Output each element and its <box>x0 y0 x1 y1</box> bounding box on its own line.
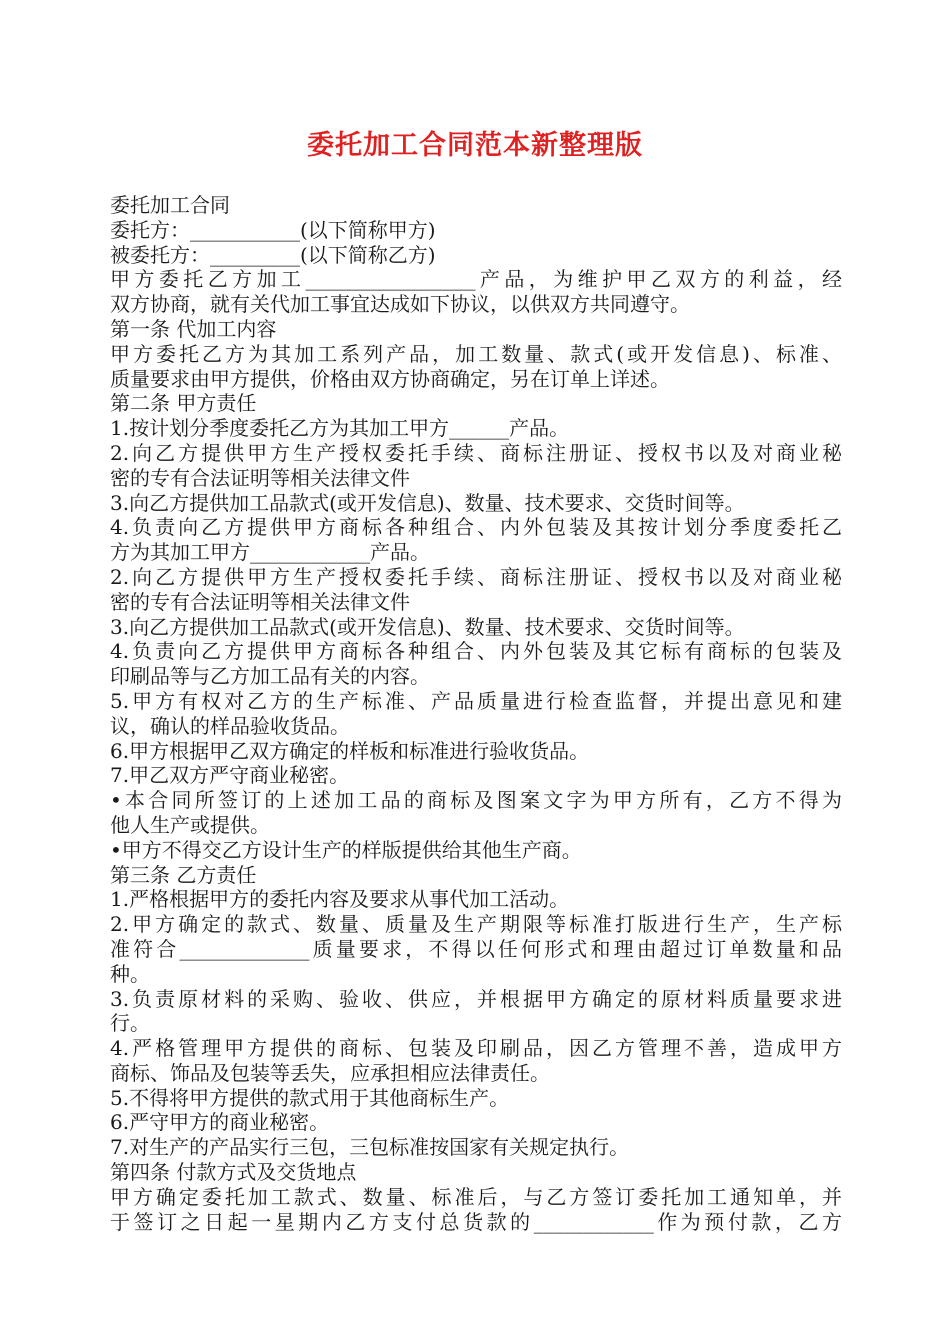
document-line: 质量要求由甲方提供，价格由双方协商确定，另在订单上详述。 <box>110 366 670 391</box>
document-line: 3.负责原材料的采购、验收、供应，并根据甲方确定的原材料质量要求进 <box>110 986 842 1011</box>
document-line: •本合同所签订的上述加工品的商标及图案文字为甲方所有，乙方不得为 <box>110 788 842 813</box>
document-line: 第二条 甲方责任 <box>110 391 257 416</box>
document-line: 3.向乙方提供加工品款式(或开发信息)、数量、技术要求、交货时间等。 <box>110 614 745 639</box>
document-line: 5.不得将甲方提供的款式用于其他商标生产。 <box>110 1085 510 1110</box>
document-line: 甲方委托乙方加工_________________产品，为维护甲乙双方的利益，经 <box>110 267 842 292</box>
document-line: 2.向乙方提供甲方生产授权委托手续、商标注册证、授权书以及对商业秘 <box>110 440 842 465</box>
document-line: 5.甲方有权对乙方的生产标准、产品质量进行检查监督，并提出意见和建 <box>110 688 842 713</box>
document-line: 4.负责向乙方提供甲方商标各种组合、内外包装及其按计划分季度委托乙 <box>110 515 842 540</box>
document-line: 2.甲方确定的款式、数量、质量及生产期限等标准打版进行生产，生产标 <box>110 912 842 937</box>
document-line: 2.向乙方提供甲方生产授权委托手续、商标注册证、授权书以及对商业秘 <box>110 564 842 589</box>
document-line: 4.负责向乙方提供甲方商标各种组合、内外包装及其它标有商标的包装及 <box>110 639 842 664</box>
document-line: 委托加工合同 <box>110 193 230 217</box>
document-line: 委托方：___________(以下简称甲方) <box>110 217 436 242</box>
document-line: 方为其加工甲方____________产品。 <box>110 540 430 565</box>
document-line: 行。 <box>110 1011 150 1036</box>
document-line: 被委托方：_________(以下简称乙方) <box>110 242 436 267</box>
document-line: 6.严守甲方的商业秘密。 <box>110 1110 330 1135</box>
document-line: 他人生产或提供。 <box>110 812 270 837</box>
document-line: 密的专有合法证明等相关法律文件 <box>110 589 410 614</box>
document-line: 密的专有合法证明等相关法律文件 <box>110 465 410 490</box>
document-line: 1.按计划分季度委托乙方为其加工甲方______产品。 <box>110 416 570 441</box>
document-line: 双方协商，就有关代加工事宜达成如下协议，以供双方共同遵守。 <box>110 292 690 317</box>
document-title: 委托加工合同范本新整理版 <box>307 130 643 161</box>
document-line: 甲方委托乙方为其加工系列产品，加工数量、款式(或开发信息)、标准、 <box>110 341 842 366</box>
document-line: 议，确认的样品验收货品。 <box>110 713 350 738</box>
document-line: •甲方不得交乙方设计生产的样版提供给其他生产商。 <box>110 837 582 862</box>
document-line: 6.甲方根据甲乙双方确定的样板和标准进行验收货品。 <box>110 738 590 763</box>
document-line: 准符合_____________质量要求，不得以任何形式和理由超过订单数量和品 <box>110 936 842 961</box>
document-body <box>110 193 842 1234</box>
document-line: 3.向乙方提供加工品款式(或开发信息)、数量、技术要求、交货时间等。 <box>110 490 745 515</box>
document-line: 印刷品等与乙方加工品有关的内容。 <box>110 664 430 689</box>
document-line: 第四条 付款方式及交货地点 <box>110 1160 357 1185</box>
document-line: 种。 <box>110 961 150 986</box>
document-line: 1.严格根据甲方的委托内容及要求从事代加工活动。 <box>110 887 570 912</box>
document-line: 4.严格管理甲方提供的商标、包装及印刷品，因乙方管理不善，造成甲方 <box>110 1036 842 1061</box>
document-line: 甲方确定委托加工款式、数量、标准后，与乙方签订委托加工通知单，并 <box>110 1184 842 1209</box>
document-line: 7.甲乙双方严守商业秘密。 <box>110 763 350 788</box>
document-line: 第一条 代加工内容 <box>110 316 277 341</box>
document-line: 7.对生产的产品实行三包，三包标准按国家有关规定执行。 <box>110 1135 630 1160</box>
document-line: 第三条 乙方责任 <box>110 862 257 887</box>
document-line: 商标、饰品及包装等丢失，应承担相应法律责任。 <box>110 1060 550 1085</box>
document-line: 于签订之日起一星期内乙方支付总货款的____________作为预付款，乙方 <box>110 1209 842 1234</box>
